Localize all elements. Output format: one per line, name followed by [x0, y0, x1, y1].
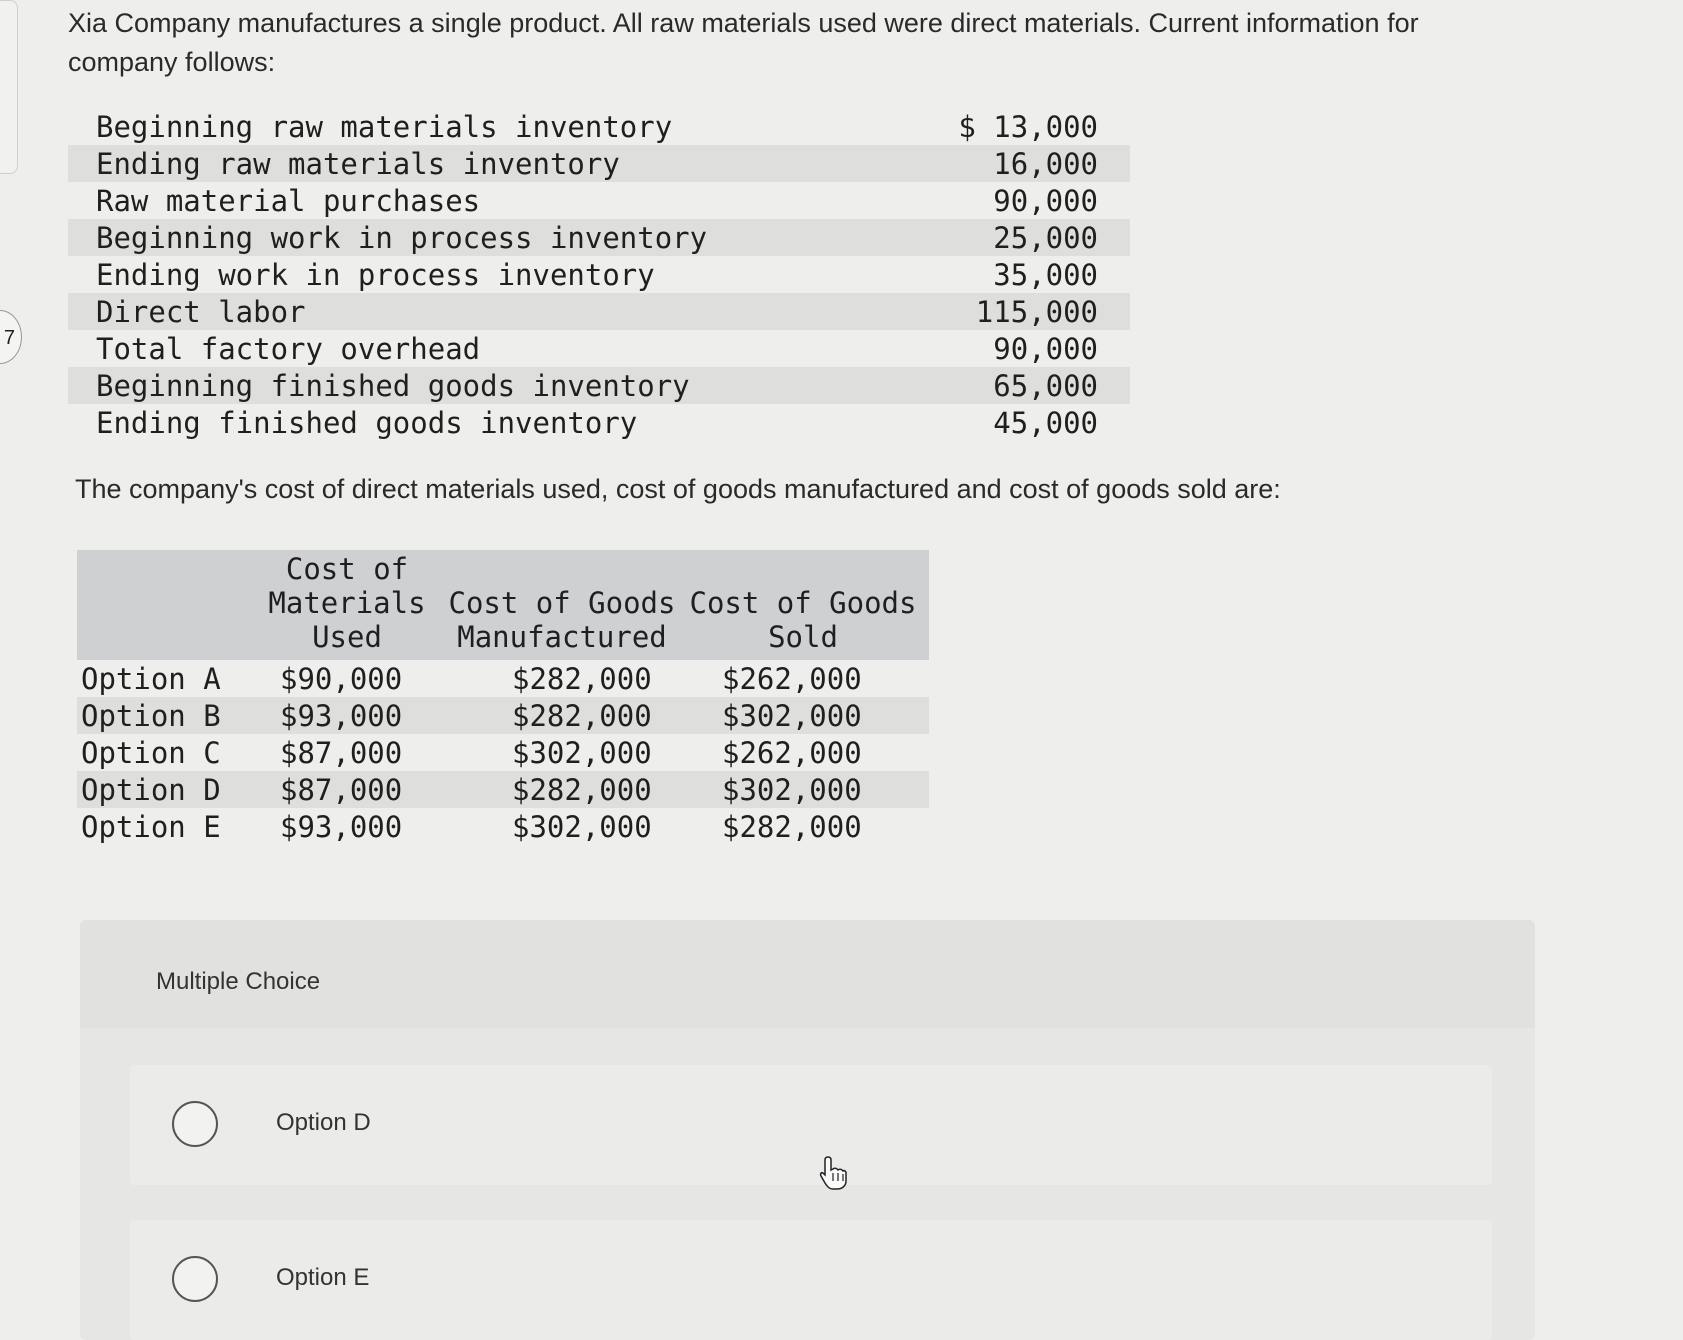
info-value: 90,000: [993, 331, 1098, 366]
header-cost-of-goods-manufactured: Cost of Goods Manufactured: [448, 586, 676, 654]
intro-text: Xia Company manufactures a single product. All raw materials used were direct materials. Current information for company follows:: [68, 8, 1419, 77]
info-label: Beginning work in process inventory: [96, 220, 708, 255]
option-label: Option A: [81, 661, 221, 696]
info-value: 115,000: [975, 294, 1098, 329]
option-label: Option B: [81, 698, 221, 733]
info-value: 90,000: [993, 183, 1098, 218]
table-row: [77, 734, 929, 771]
multiple-choice-header: [80, 920, 1535, 1028]
materials-used-value: $90,000: [280, 661, 403, 696]
hand-cursor-icon: [818, 1155, 848, 1191]
goods-sold-value: $262,000: [722, 735, 862, 770]
info-row: [68, 293, 1130, 330]
info-label: Ending raw materials inventory: [96, 146, 620, 181]
question-number-badge[interactable]: 7: [0, 310, 22, 364]
info-value: $ 13,000: [958, 109, 1098, 144]
info-value: 45,000: [993, 405, 1098, 440]
question-text: The company's cost of direct materials used, cost of goods manufactured and cost of goods sold are:: [75, 474, 1281, 504]
goods-sold-value: $302,000: [722, 698, 862, 733]
info-label: Direct labor: [96, 294, 306, 329]
choice-option-e[interactable]: [130, 1220, 1492, 1340]
info-value: 16,000: [993, 146, 1098, 181]
info-row: [68, 145, 1130, 182]
info-label: Ending finished goods inventory: [96, 405, 638, 440]
info-label: Beginning finished goods inventory: [96, 368, 690, 403]
choice-label: Option D: [276, 1109, 371, 1136]
table-row: [77, 771, 929, 808]
radio-button[interactable]: [172, 1256, 218, 1302]
info-value: 65,000: [993, 368, 1098, 403]
multiple-choice-title: Multiple Choice: [156, 968, 321, 995]
goods-manufactured-value: $302,000: [512, 735, 652, 770]
option-label: Option D: [81, 772, 221, 807]
company-info-table: [68, 108, 1130, 441]
info-row: [68, 108, 1130, 145]
info-row: [68, 256, 1130, 293]
option-label: Option E: [81, 809, 221, 844]
choice-label: Option E: [276, 1264, 370, 1291]
info-row: [68, 367, 1130, 404]
info-value: 35,000: [993, 257, 1098, 292]
goods-manufactured-value: $302,000: [512, 809, 652, 844]
info-label: Raw material purchases: [96, 183, 481, 218]
option-label: Option C: [81, 735, 221, 770]
materials-used-value: $87,000: [280, 772, 403, 807]
multiple-choice-panel: [80, 920, 1535, 1340]
options-table: [77, 550, 929, 845]
info-row: [68, 404, 1130, 441]
goods-sold-value: $262,000: [722, 661, 862, 696]
materials-used-value: $93,000: [280, 809, 403, 844]
info-row: [68, 330, 1130, 367]
goods-sold-value: $302,000: [722, 772, 862, 807]
info-row: [68, 182, 1130, 219]
options-table-header: [77, 550, 929, 660]
goods-manufactured-value: $282,000: [512, 772, 652, 807]
radio-button[interactable]: [172, 1101, 218, 1147]
materials-used-value: $93,000: [280, 698, 403, 733]
info-value: 25,000: [993, 220, 1098, 255]
choice-option-d[interactable]: [130, 1065, 1492, 1185]
info-label: Total factory overhead: [96, 331, 481, 366]
table-row: [77, 808, 929, 845]
info-label: Ending work in process inventory: [96, 257, 655, 292]
header-cost-of-materials-used: Cost of Materials Used: [268, 552, 426, 654]
goods-sold-value: $282,000: [722, 809, 862, 844]
goods-manufactured-value: $282,000: [512, 661, 652, 696]
goods-manufactured-value: $282,000: [512, 698, 652, 733]
info-row: [68, 219, 1130, 256]
table-row: [77, 660, 929, 697]
left-side-tab[interactable]: [0, 0, 18, 174]
header-cost-of-goods-sold: Cost of Goods Sold: [689, 586, 917, 654]
table-row: [77, 697, 929, 734]
materials-used-value: $87,000: [280, 735, 403, 770]
info-label: Beginning raw materials inventory: [96, 109, 673, 144]
